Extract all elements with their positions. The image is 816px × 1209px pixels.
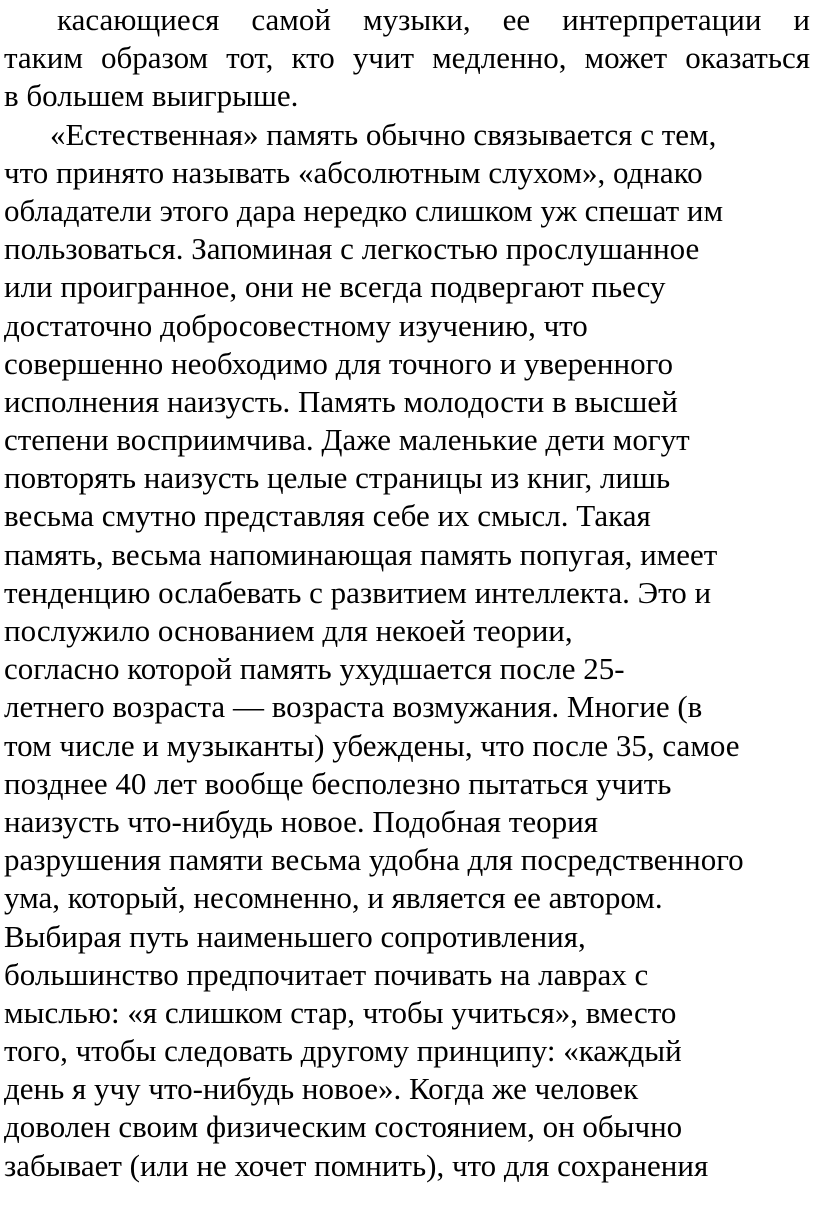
text-line: ума, который, несомненно, и является ее автором. xyxy=(4,880,663,916)
text-line: наизусть что-нибудь новое. Подобная теория xyxy=(4,803,598,839)
text-line: совершенно необходимо для точного и уверенного xyxy=(4,345,674,381)
text-line: согласно которой память ухудшается после 25- xyxy=(4,651,625,687)
text-line: доволен своим физическим состоянием, он обычно xyxy=(4,1109,683,1145)
text-line: летнего возраста — возраста возмужания. Многие (в xyxy=(4,689,703,725)
text-line: «Естественная» память обычно связывается с тем, xyxy=(50,116,717,152)
text-line: достаточно добросовестному изучению, что xyxy=(4,307,588,343)
text-line: мыслью: «я слишком стар, чтобы учиться», вместо xyxy=(4,994,677,1030)
text-line: степени восприимчива. Даже маленькие дети могут xyxy=(4,422,690,458)
text-line: что принято называть «абсолютным слухом», однако xyxy=(4,154,703,190)
text-line: Выбирая путь наименьшего сопротивления, xyxy=(4,918,586,954)
text-line: таким образом тот, кто учит медленно, может оказаться xyxy=(4,40,810,76)
text-line: разрушения памяти весьма удобна для посредственного xyxy=(4,842,744,878)
text-line: касающиеся самой музыки, ее интерпретации и xyxy=(57,2,810,37)
text-line: послужило основанием для некоей теории, xyxy=(4,613,573,648)
text-line: весьма смутно представляя себе их смысл. Такая xyxy=(4,498,651,534)
text-line: том числе и музыканты) убеждены, что после 35, самое xyxy=(4,727,740,763)
text-line: забывает (или не хочет помнить), что для сохранения xyxy=(4,1147,709,1183)
text-line: того, чтобы следовать другому принципу: «каждый xyxy=(4,1033,682,1069)
text-line: позднее 40 лет вообще бесполезно пытаться учить xyxy=(4,765,672,801)
text-line: повторять наизусть целые страницы из книг, лишь xyxy=(4,460,671,496)
text-line: память, весьма напоминающая память попугая, имеет xyxy=(4,536,718,572)
text-line: тенденцию ослабевать с развитием интеллекта. Это и xyxy=(4,574,712,610)
text-line: пользоваться. Запоминая с легкостью прослушанное xyxy=(4,231,700,267)
text-line: исполнения наизусть. Память молодости в высшей xyxy=(4,383,678,419)
text-line: день я учу что-нибудь новое». Когда же человек xyxy=(4,1071,639,1107)
text-line: или проигранное, они не всегда подвергают пьесу xyxy=(4,269,666,305)
text-line: большинство предпочитает почивать на лаврах с xyxy=(4,956,649,992)
text-line: обладатели этого дара нередко слишком уж спешат им xyxy=(4,192,724,228)
text-line: в большем выигрыше. xyxy=(4,78,299,114)
